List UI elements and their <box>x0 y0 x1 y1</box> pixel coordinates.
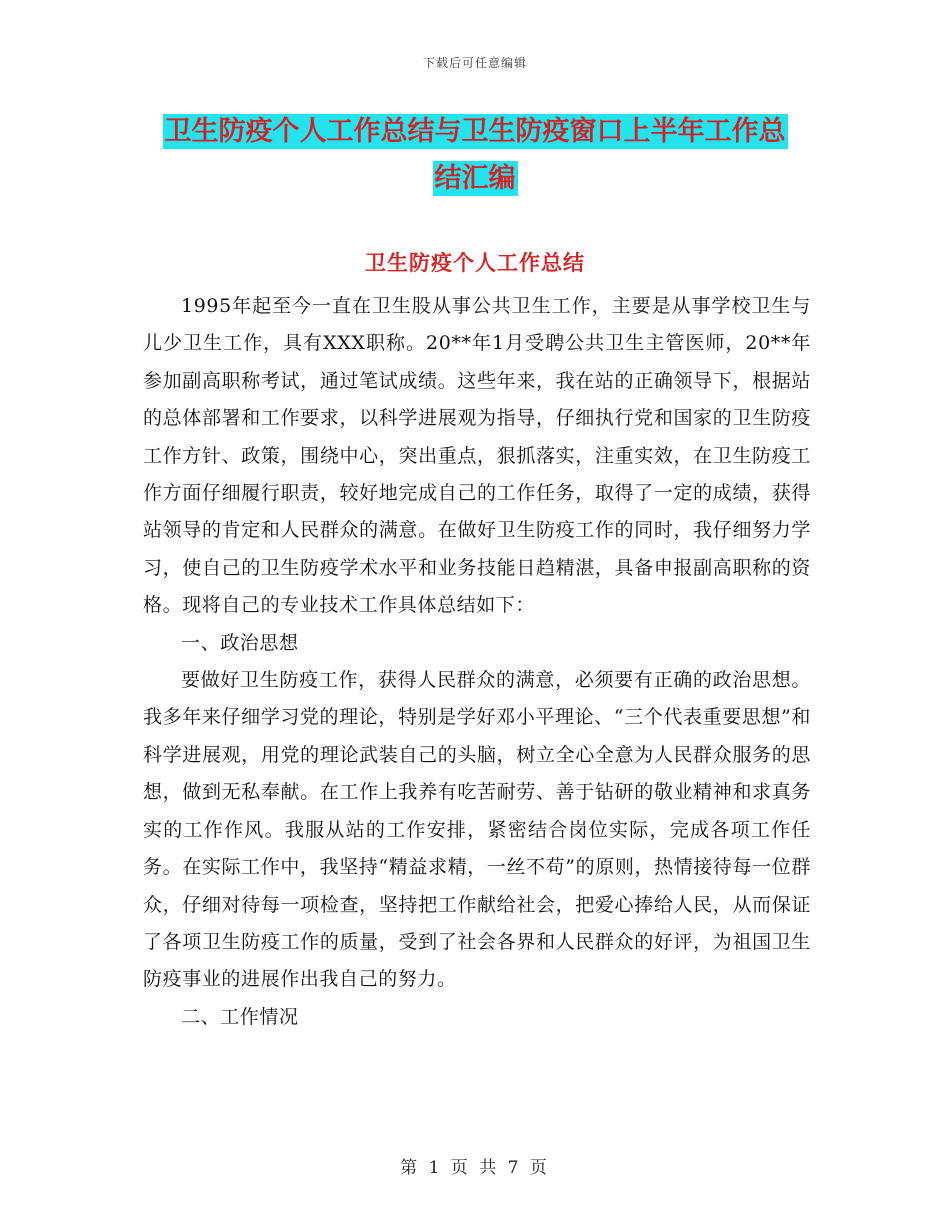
heading-political-thought: 一、政治思想 <box>181 631 299 654</box>
document-title-line-1: 卫生防疫个人工作总结与卫生防疫窗口上半年工作总 <box>164 116 786 147</box>
heading-work-situation: 二、工作情况 <box>181 1005 299 1028</box>
paragraph-intro: 1995年起至今一直在卫生股从事公共卫生工作，主要是从事学校卫生与儿少卫生工作，具有XXX职称。20**年1月受聘公共卫生主管医师，20**年参加副高职称考试，通过笔试成绩。这些年来，我在站的正确领导下，根据站的总体部署和工作要求，以科学进展观为指导，仔细执行党和国家的卫生防疫工作方针、政策，围绕中心，突出重点，狠抓落实，注重实效，在卫生防疫工作方面仔细履行职责，较好地完成自己的工作任务，取得了一定的成绩，获得站领导的肯定和人民群众的满意。在做好卫生防疫工作的同时，我仔细努力学习，使自己的卫生防疫学术水平和业务技能日趋精湛，具备申报副高职称的资格。现将自己的专业技术工作具体总结如下： <box>143 295 811 617</box>
page-number-footer: 第 1 页 共 7 页 <box>400 1158 550 1178</box>
section-title: 卫生防疫个人工作总结 <box>365 251 585 275</box>
body-text <box>143 288 811 1036</box>
paragraph-political-thought: 要做好卫生防疫工作，获得人民群众的满意，必须要有正确的政治思想。我多年来仔细学习党的理论，特别是学好邓小平理论、“三个代表重要思想”和科学进展观，用党的理论武装自己的头脑，树立全心全意为人民群众服务的思想，做到无私奉献。在工作上我养有吃苦耐劳、善于钻研的敬业精神和求真务实的工作作风。我服从站的工作安排，紧密结合岗位实际，完成各项工作任务。在实际工作中，我坚持“精益求精，一丝不苟”的原则，热情接待每一位群众，仔细对待每一项检查，坚持把工作献给社会，把爱心捧给人民，从而保证了各项卫生防疫工作的质量，受到了社会各界和人民群众的好评，为祖国卫生防疫事业的进展作出我自己的努力。 <box>143 669 811 991</box>
header-note: 下载后可任意编辑 <box>422 56 527 70</box>
document-title <box>0 108 950 202</box>
document-title-line-2: 结汇编 <box>434 163 516 194</box>
